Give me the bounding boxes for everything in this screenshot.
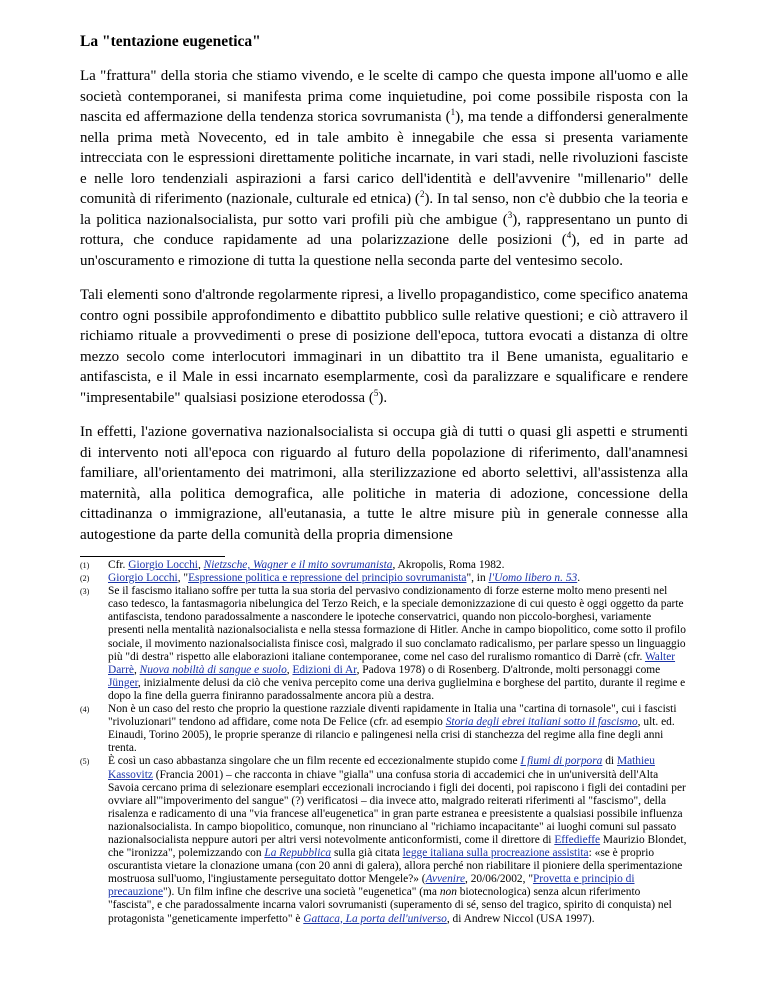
footnote-ref-4[interactable]: 4 <box>566 230 572 240</box>
link-provetta[interactable]: Provetta e principio di precauzione <box>108 873 635 899</box>
paragraph-text: ), rappresentano un punto di rottura, che conduce rapidamente ad una polarizzazione delle posizioni ( <box>80 211 688 248</box>
footnote-text <box>108 559 688 572</box>
text: sulla già citata <box>331 847 403 860</box>
footnote-text <box>108 703 688 755</box>
paragraph-text: ), ed in parte ad un'oscuramento e rimozione di tutta la questione nella seconda parte del ventesimo secolo. <box>80 232 688 269</box>
footnote-4 <box>80 703 688 755</box>
text: biotecnologica) senza alcun riferimento "fascista", e che paradossalmente incarna valori sovrumanisti (superamento di sé, senso del tragico, spirito di conquista) nel protagonista "geneticamente imperfetto" è <box>108 886 672 925</box>
link-legge-procreazione[interactable]: legge italiana sulla procreazione assistita <box>402 847 589 860</box>
text: , di Andrew Niccol (USA 1997). <box>446 912 595 925</box>
link-la-repubblica[interactable] <box>264 847 331 859</box>
footnote-2 <box>80 572 688 585</box>
text: , <box>286 663 293 676</box>
link-text[interactable]: I fiumi di porpora <box>520 755 603 768</box>
link-mathieu-kassovitz[interactable]: Mathieu Kassovitz <box>108 755 655 781</box>
link-nuova-nobilta[interactable] <box>140 664 287 676</box>
link-uomo-libero[interactable] <box>488 572 581 585</box>
footnote-number: (3) <box>80 587 90 597</box>
link-nietzsche-wagner[interactable] <box>204 559 393 571</box>
link-text[interactable]: Nietzsche, Wagner e il mito sovrumanista <box>203 559 393 571</box>
text: ", in <box>466 572 489 585</box>
link-espressione-politica[interactable]: Espressione politica e repressione del principio sovrumanista <box>188 572 467 585</box>
text: Maurizio Blondet, che "ironizza", polemizzando con <box>108 833 687 860</box>
paragraph-3: In effetti, l'azione governativa nazionalsocialista si occupa già di tutti o quasi gli aspetti e strumenti di intervento noti all'epoca con riguardo al futuro della popolazione di riferimento, dall'anamnesi familiare, all'orientamento dei matrimoni, alla sterilizzazione ed aborto selettivi, all'assistenza alla maternità, alla politica demografica, alle politiche in materia di adozione, concessione della cittadinanza o immigrazione, all'eutanasia, a tutte le altre misure più in generale connesse alla autogestione da parte della comunità della propria dimensione <box>80 424 688 543</box>
paragraph-2 <box>80 285 688 408</box>
footnote-text <box>108 755 688 925</box>
text: : «se è proprio oscurantista vietare la clonazione umana (con 20 anni di galera), allora perché non riabilitare il pioniere della sperimentazione mostruosa sull'uomo, l'ingiustamente perseguitato dottor Mengele?» ( <box>108 847 683 886</box>
text: Non è un caso del resto che proprio la questione razziale diventi rapidamente in Italia una "cartina di tornasole", cui i fascisti "rivoluzionari" tendono ad affidare, come nota De Felice (cfr. ad esempio <box>108 703 677 729</box>
link-text[interactable]: Gattaca, La porta dell'universo <box>303 912 447 925</box>
link-junger[interactable]: Jünger <box>108 676 138 689</box>
text: , " <box>177 572 189 585</box>
link-text[interactable]: La Repubblica <box>264 847 332 860</box>
text: "). Un film infine che descrive una società "eugenetica" (ma <box>163 886 440 899</box>
text: , Padova 1978) o di Rosenberg. D'altronde, molti personaggi come <box>356 663 661 676</box>
link-walter-darre[interactable]: Walter Darrè <box>108 650 676 676</box>
link-gattaca[interactable] <box>303 913 447 925</box>
link-effedieffe[interactable]: Effedieffe <box>554 833 601 846</box>
footnote-5 <box>80 755 688 925</box>
link-fiumi-di-porpora[interactable] <box>520 755 602 767</box>
footnote-number: (2) <box>80 574 90 584</box>
footnote-text <box>108 572 688 585</box>
paragraph-text: Tali elementi sono d'altronde regolarmente ripresi, a livello propagandistico, come specifico anatema contro ogni possibile approfondimento e dibattito pubblico sulle relative questioni; e ciò attravero il richiamo rituale a provvedimenti o prese di posizione dell'epoca, tuttora evocati a distanza di oltre mezzo secolo come interlocutori immaginari in un dibattito tra il Bene umanista, egualitario e antifascista, e il Male in essi incarnato esemplarmente, così da paralizzare e squalificare e rendere "impresentabile" qualsiasi posizione eterodossa ( <box>80 287 688 406</box>
link-text[interactable]: Nuova nobiltà di sangue e suolo <box>139 663 287 676</box>
footnote-ref-3[interactable]: 3 <box>507 209 513 220</box>
text: Cfr. <box>108 559 129 571</box>
emphasis-text: non <box>439 886 457 899</box>
footnote-ref-5[interactable]: 5 <box>373 387 379 398</box>
paragraph-text: La "frattura" della storia che stiamo vivendo, e le scelte di campo che questa impone all'uomo e alle società contemporanei, si manifesta prima come inquietudine, poi come possibile risposta con la nascita ed affermazione della tendenza storica sovrumanista ( <box>80 68 688 125</box>
text: . <box>577 572 581 585</box>
link-text[interactable]: Avvenire <box>425 873 466 886</box>
text: , <box>197 559 204 571</box>
document-page <box>80 32 688 926</box>
footnote-ref-2[interactable]: 2 <box>419 189 425 199</box>
paragraph-1 <box>80 66 688 271</box>
link-storia-ebrei[interactable] <box>446 716 638 728</box>
footnote-number: (4) <box>80 705 90 715</box>
link-edizioni-di-ar[interactable]: Edizioni di Ar <box>292 663 357 676</box>
link-avvenire[interactable] <box>426 873 465 885</box>
text: di <box>602 755 617 768</box>
link-text[interactable]: l'Uomo libero n. 53 <box>488 572 578 585</box>
footnote-number: (5) <box>80 757 90 767</box>
paragraph-text: ), ma tende a diffondersi generalmente nella prima metà Novecento, ed in tale ambito è innegabile che essa si presenta variamente intrecciata con le espressioni direttamente politiche incarnate, in vari stadi, nelle rivoluzioni fasciste e nelle loro tendenziali aspirazioni a farsi carico dell'identità e dell'avvenire "millenario" delle comunità di riferimento (nazionale, culturale ed etnica) ( <box>80 109 688 207</box>
footnote-separator <box>80 556 225 557</box>
link-giorgio-locchi[interactable]: Giorgio Locchi <box>128 559 198 571</box>
document-title: La "tentazione eugenetica" <box>80 33 261 50</box>
text: È così un caso abbastanza singolare che un film recente ed eccezionalmente stupido come <box>108 755 521 768</box>
footnote-text <box>108 585 688 703</box>
text: , 20/06/2002, " <box>465 873 533 886</box>
footnote-ref-1[interactable]: 1 <box>450 107 456 117</box>
footnote-1 <box>80 559 688 572</box>
text: Se il fascismo italiano soffre per tutta la sua storia del pervasivo condizionamento di forze esterne molto meno presenti nel caso tedesco, la fantasmagoria nibelungica del Terzo Reich, e la speciale demonizzazione di cui questo è oggi oggetto da parte antifascista, tendono paradossalmente a nascondere le ipoteche conservatrici, quando non piccolo-borghesi, variamente presenti nella mentalità nazionalsocialista e nella stessa formazione di Hitler. Anche in campo biopolitico, come sotto il profilo sociale, il movimento nazionalsocialista finisce così, malgrado il suo conclamato radicalismo, per parlare spesso un linguaggio più "di destra" rispetto alle elaborazioni italiane contemporanee, come nel caso del ruralismo romantico di Darrè (cfr. <box>108 585 686 663</box>
text: , <box>133 663 140 676</box>
link-text[interactable]: Storia degli ebrei italiani sotto il fascismo <box>445 716 638 729</box>
link-giorgio-locchi[interactable]: Giorgio Locchi <box>108 572 178 585</box>
text: , Akropolis, Roma 1982. <box>392 559 505 571</box>
text: (Francia 2001) – che racconta in chiave "gialla" una confusa storia di accademici che in un'università dell'Alta Savoia cercano prima di selezionare esemplari eccezionali incrociando i figli dei docenti, poi rapiscono i figli dei contadini per ovviare all'"impoverimento del sangue" (?) verificatosi – dia invece atto, malgrado reiterati riferimenti al "fascismo", della risalenza e radicamento di una "via francese all'eugenetica" in gran parte estranea e preesistente a qualsiasi possibile influenza nazionalsocialista. In campo biopolitico, comunque, non rinunciano al "richiamo incapacitante" ai luoghi comuni sul passato nazionalsocialista neppure autori per altri versi notevolmente anticonformisti, come il direttore di <box>108 768 686 846</box>
text: , ult. ed. Einaudi, Torino 2005), le proprie speranze di rilancio e palingenesi nella crisi di stanchezza del regime alla fine degli anni trenta. <box>108 716 675 755</box>
text: , inizialmente delusi da ciò che veniva percepito come una deriva guglielmina e borghese del partito, durante il regime e dopo la fine della guerra finiranno paradossalmente ancora più a destra. <box>108 676 686 702</box>
footnote-number: (1) <box>80 561 90 570</box>
footnote-3 <box>80 585 688 703</box>
paragraph-text: ). <box>378 389 388 406</box>
paragraph-text: ). In tal senso, non c'è dubbio che la teoria e la politica nazionalsocialista, pur sotto vari profili più che ambigue ( <box>80 191 689 228</box>
